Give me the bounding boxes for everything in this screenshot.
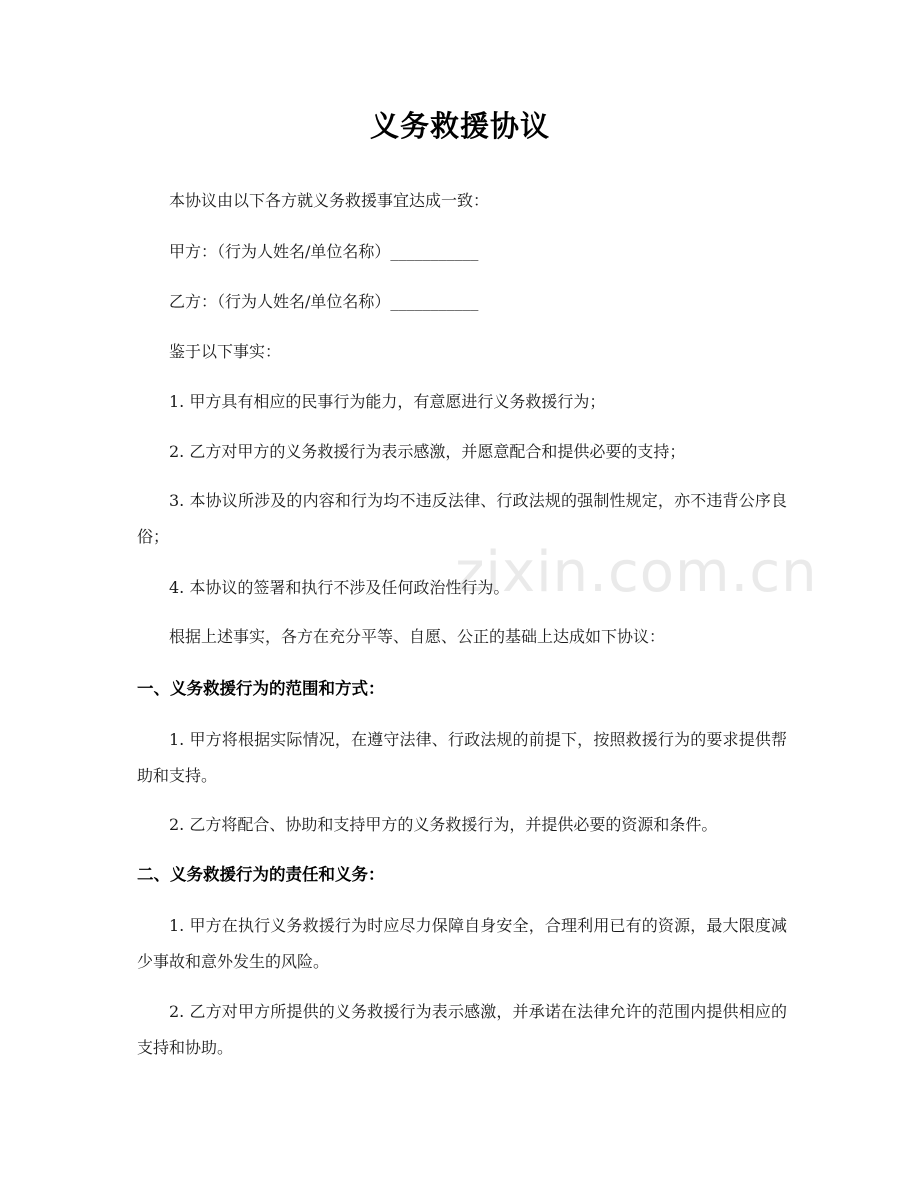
- section-2-item-1: 1. 甲方在执行义务救援行为时应尽力保障自身安全，合理利用已有的资源，最大限度减少事故和意外发生的风险。: [137, 916, 787, 971]
- party-a-line: 甲方：（行为人姓名/单位名称）___________: [169, 242, 479, 261]
- intro-paragraph: 本协议由以下各方就义务救援事宜达成一致：: [169, 191, 490, 210]
- section-2-heading: 二、义务救援行为的责任和义务：: [137, 865, 385, 884]
- fact-item-4: 4. 本协议的签署和执行不涉及任何政治性行为。: [169, 578, 510, 597]
- watermark: zixin.com.cn: [455, 540, 818, 605]
- document-title: 义务救援协议: [369, 109, 550, 143]
- section-1-item-1: 1. 甲方将根据实际情况，在遵守法律、行政法规的前提下，按照救援行为的要求提供帮助和支持。: [137, 730, 787, 785]
- section-2-item-2: 2. 乙方对甲方所提供的义务救援行为表示感激，并承诺在法律允许的范围内提供相应的支持和协助。: [137, 1002, 787, 1057]
- section-1-heading: 一、义务救援行为的范围和方式：: [137, 679, 385, 698]
- fact-item-2: 2. 乙方对甲方的义务救援行为表示感激，并愿意配合和提供必要的支持；: [169, 442, 686, 461]
- whereas-line: 鉴于以下事实：: [169, 342, 282, 361]
- fact-item-1: 1. 甲方具有相应的民事行为能力，有意愿进行义务救援行为；: [169, 392, 606, 411]
- fact-item-3: 3. 本协议所涉及的内容和行为均不违反法律、行政法规的强制性规定，亦不违背公序良俗；: [137, 491, 787, 546]
- party-b-line: 乙方：（行为人姓名/单位名称）___________: [169, 292, 479, 311]
- section-1-item-2: 2. 乙方将配合、协助和支持甲方的义务救援行为，并提供必要的资源和条件。: [169, 815, 718, 834]
- agreement-intro: 根据上述事实，各方在充分平等、自愿、公正的基础上达成如下协议：: [169, 627, 666, 646]
